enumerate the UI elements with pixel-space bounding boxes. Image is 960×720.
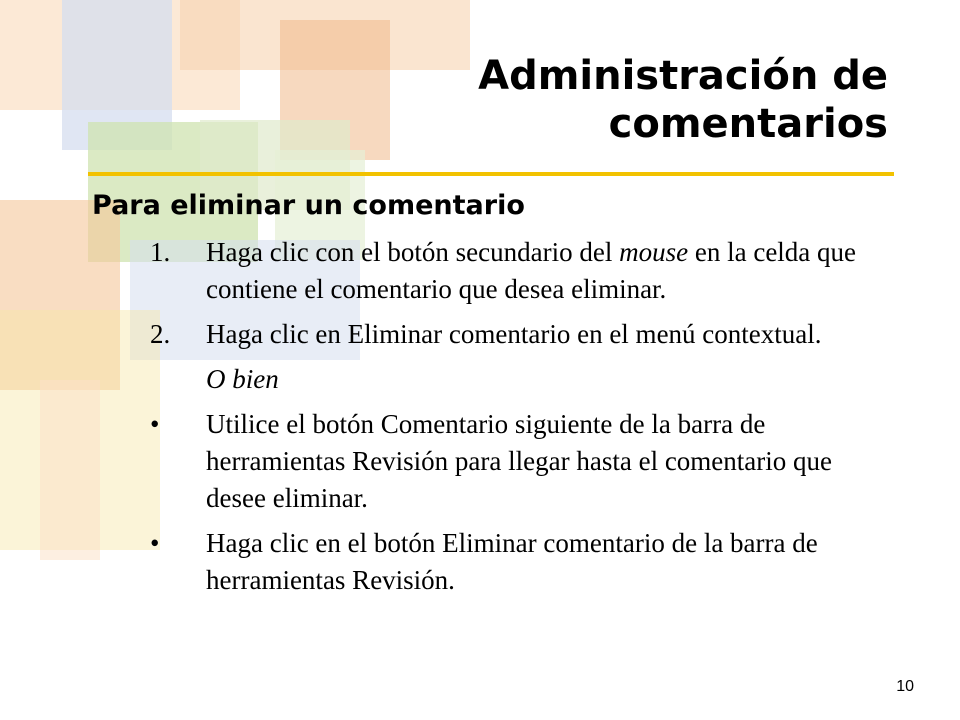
instruction-list [150,234,880,607]
text-segment: Haga clic con el botón secundario del [206,237,620,267]
list-marker-empty [150,361,206,398]
list-number: 1. [150,237,171,267]
slide-title [188,52,888,148]
text-segment: en la celda que contiene el comentario que desea eliminar. [206,237,857,304]
deco-square [40,380,100,560]
title-line-2: comentarios [608,101,888,147]
list-item [150,406,880,517]
bullet-icon: • [150,528,160,558]
list-item [150,316,880,353]
list-item-text [206,234,880,308]
list-number: 2. [150,319,171,349]
list-item-text: Haga clic en el botón Eliminar comentario de la barra de herramientas Revisión. [206,528,818,595]
text-emphasis: mouse [619,237,689,267]
title-underline [88,172,894,176]
list-item [150,234,880,308]
page-number: 10 [896,678,914,695]
alternative-label: O bien [206,364,279,394]
list-item-text: Utilice el botón Comentario siguiente de la barra de herramientas Revisión para llegar hasta el comentario que desee eliminar. [206,409,832,513]
list-item [150,361,880,398]
title-line-1: Administración de [478,53,888,99]
slide-subtitle: Para eliminar un comentario [92,190,525,221]
list-item [150,525,880,599]
list-item-text: Haga clic en Eliminar comentario en el menú contextual. [206,319,822,349]
bullet-icon: • [150,409,160,439]
